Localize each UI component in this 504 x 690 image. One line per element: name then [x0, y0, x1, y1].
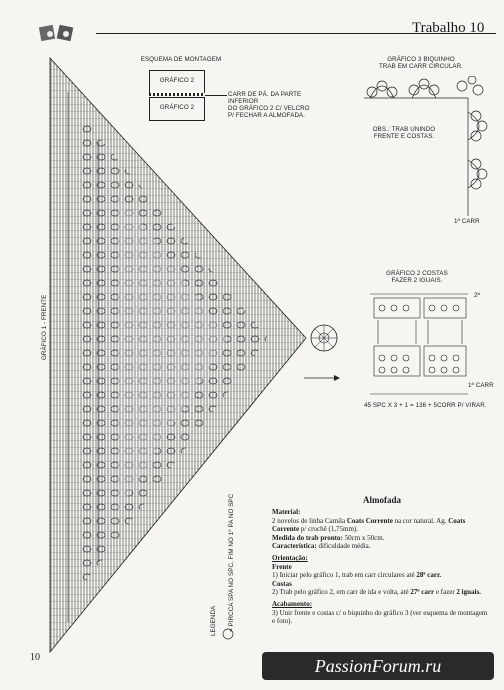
- watermark: PassionForum.ru: [262, 652, 494, 680]
- material-text-2: na cor natural.: [394, 516, 435, 525]
- recipe-block: [272, 496, 492, 626]
- chart2-carr-label: 1ª CARR: [468, 382, 494, 389]
- chart3-title: GRÁFICO 3 BIQUINHO TRAB EM CARR CIRCULAR.: [378, 56, 464, 70]
- medida-text: 50cm x 50cm.: [344, 533, 385, 542]
- crochet-chart-3: [360, 76, 490, 222]
- acabamento-label: Acabamento:: [272, 600, 313, 609]
- caract-label: Característica:: [272, 542, 317, 551]
- frente-text: 1) Iniciar pelo gráfico 1, trab em carr circulares até: [272, 571, 415, 580]
- material-label: Material:: [272, 508, 301, 517]
- montage-box-bottom-label: GRÁFICO 2: [159, 104, 195, 111]
- montage-divider: [149, 93, 205, 96]
- chart1-label: GRÁFICO 1 - FRENTE: [41, 294, 48, 360]
- material-text: 2 novelos de linha Camila: [272, 516, 346, 525]
- frente-label: Frente: [272, 562, 292, 571]
- page-number: 10: [30, 652, 40, 663]
- page-title: Trabalho 10: [412, 20, 485, 36]
- agulha-prefix: Ag.: [436, 516, 447, 525]
- orientacao-label: Orientação:: [272, 554, 308, 563]
- costas-bold-2: 2 iguais.: [456, 588, 481, 597]
- frente-bold: 28ª carr.: [416, 571, 442, 580]
- montage-arrow: [205, 95, 227, 96]
- material-brand: Coats Corrente: [346, 516, 393, 525]
- scissors-logo-icon: [38, 22, 82, 50]
- legend-text: = PIRCCA SPA NO SPC, FIM NO 1º PA NO SPC: [228, 493, 235, 632]
- costas-label: Costas: [272, 579, 292, 588]
- chart2-row-top: 2ª: [474, 292, 480, 299]
- crochet-chart-2: [368, 286, 472, 402]
- montage-title: ESQUEMA DE MONTAGEM: [140, 56, 222, 63]
- chart3-note: OBS.: TRAB UNINDO FRENTE E COSTAS.: [372, 126, 436, 140]
- medida-label: Medida do trab pronto:: [272, 533, 343, 542]
- agulha-brand: Coats Corrente: [272, 516, 466, 534]
- montage-note: CARR DE PÁ. DA PARTE INFERIOR DO GRÁFICO 2 C/ VELCRO P/ FECHAR A ALMOFADA.: [228, 91, 310, 119]
- caract-text: dificuldade média.: [318, 542, 371, 551]
- costas-text-2: e fazer: [435, 588, 455, 597]
- acabamento-text: 3) Unir frente e costas c/ o biquinho do gráfico 3 (ver esquema de montagem e foto).: [272, 608, 488, 626]
- chart3-carr-label: 1ª CARR: [454, 218, 480, 225]
- legend-title: LEGENDA: [210, 605, 217, 636]
- agulha-text: p/ crochê (1,75mm).: [300, 525, 358, 534]
- recipe-title: Almofada: [363, 495, 401, 505]
- costas-bold-1: 27ª carr: [410, 588, 435, 597]
- costas-text: 2) Trab pelo gráfico 2, em carr de ida e volta, até: [272, 588, 409, 597]
- chart2-footer: 45 SPC X 3 + 1 = 136 + 5CORR P/ VIRAR.: [364, 402, 487, 409]
- chart2-title: GRÁFICO 2 COSTAS FAZER 2 IGUAIS.: [386, 270, 448, 284]
- montage-box-top-label: GRÁFICO 2: [159, 77, 195, 84]
